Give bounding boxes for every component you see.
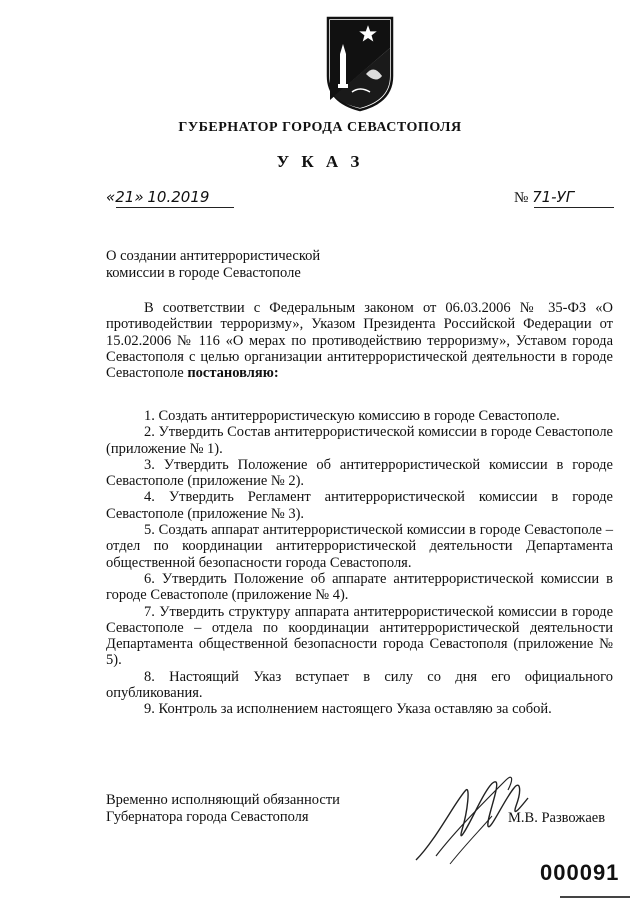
date-day: 21 — [115, 188, 135, 206]
signatory-position-line2: Губернатора города Севастополя — [106, 809, 309, 825]
decree-items-list — [106, 408, 613, 718]
number-underline — [534, 207, 614, 208]
decree-number — [514, 188, 614, 210]
decree-item: 1. Создать антитеррористическую комиссию в городе Севастополе. — [144, 408, 560, 424]
number-value: 71-УГ — [532, 188, 575, 206]
decree-item: 6. Утвердить Положение об аппарате антитеррористической комиссии в городе Севастополе (приложение № 4). — [106, 570, 613, 604]
decree-item: 2. Утвердить Состав антитеррористической комиссии в городе Севастополе (приложение № 1). — [106, 424, 613, 457]
decree-item: 4. Утвердить Регламент антитеррористической комиссии в городе Севастополе (приложение № 3). — [106, 489, 613, 522]
date-close-quote: » — [134, 188, 144, 206]
sevastopol-coat-of-arms-icon — [322, 14, 398, 112]
registration-number: 000091 — [540, 860, 620, 885]
decree-item: 5. Создать аппарат антитеррористической комиссии в городе Севастополе – отдел по координации антитеррористической деятельности Департамента общественной безопасности города Севастополя. — [106, 522, 613, 571]
signatory-name: М.В. Развожаев — [508, 810, 606, 826]
preamble-paragraph — [106, 300, 613, 381]
issuer-title: ГУБЕРНАТОР ГОРОДА СЕВАСТОПОЛЯ — [178, 120, 462, 135]
number-prefix: № — [514, 190, 529, 206]
date-open-quote: « — [106, 188, 116, 206]
decree-item: 9. Контроль за исполнением настоящего Указа оставляю за собой. — [144, 701, 552, 718]
decree-item: 8. Настоящий Указ вступает в силу со дня его официального опубликования. — [106, 668, 613, 702]
date-month-year: 10.2019 — [147, 188, 210, 206]
document-type-title: У К А З — [276, 152, 364, 171]
preamble-resolution-word: постановляю: — [187, 365, 279, 382]
date-underline — [116, 207, 234, 208]
decree-item: 3. Утвердить Положение об антитеррористической комиссии в городе Севастополе (приложение № 2). — [106, 456, 613, 490]
signatory-position — [106, 792, 386, 826]
decree-subject: О создании антитеррористической комиссии в городе Севастополе — [106, 248, 321, 281]
scan-edge-mark — [560, 896, 630, 898]
signatory-position-line1: Временно исполняющий обязанности — [106, 792, 340, 808]
decree-item: 7. Утвердить структуру аппарата антитеррористической комиссии в городе Севастополе – отдела по координации антитеррористической деятельности Департамента общественной безопасности города Севастополя (приложение № 5). — [106, 603, 613, 669]
preamble-text: В соответствии с Федеральным законом от 06.03.2006 № 35-ФЗ «О противодействии терроризму», Указом Президента Российской Федерации от 15.02.2006 № 116 «О мерах по противодействию терроризму», Уставом города Севастополя с целью организации антитеррористической деятельности в городе Севастополе — [106, 300, 613, 382]
decree-date — [106, 188, 236, 210]
